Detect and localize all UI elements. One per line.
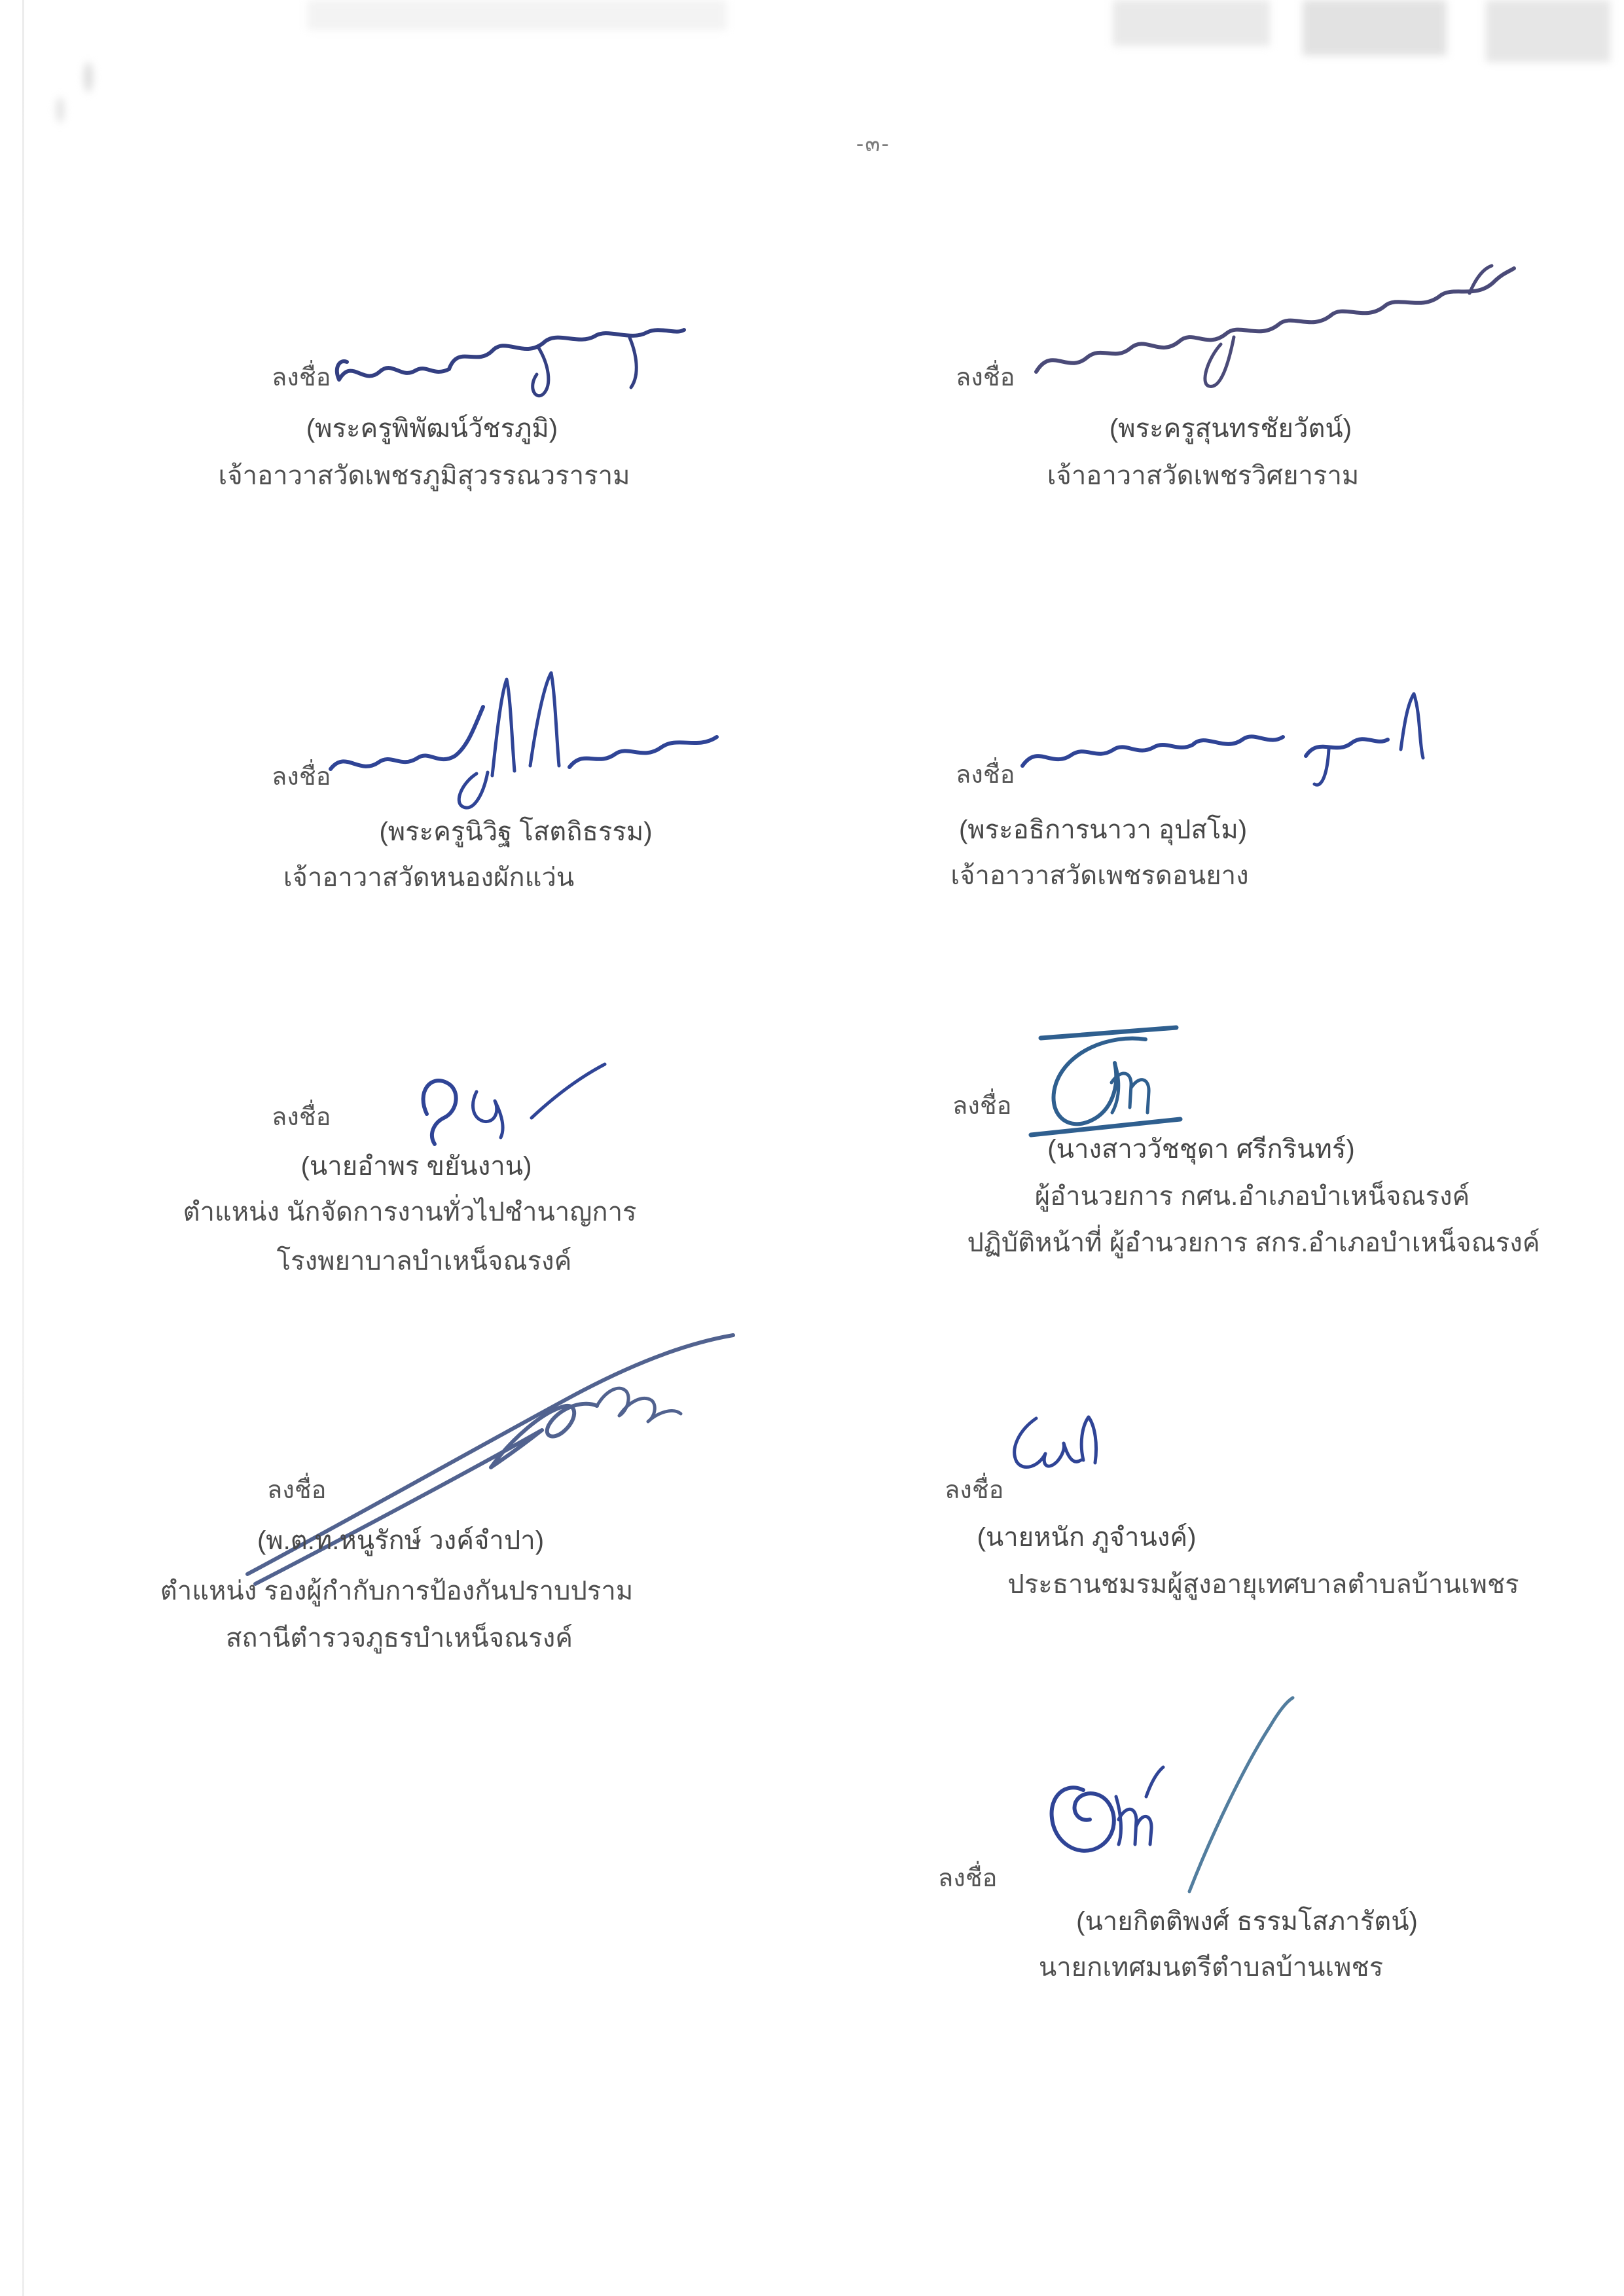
sign-label: ลงชื่อ — [952, 1092, 1012, 1120]
signatory-title: เจ้าอาวาสวัดหนองผักแว่น — [283, 863, 575, 892]
scan-smudge — [1113, 0, 1270, 46]
signatory-title: เจ้าอาวาสวัดเพชรวิศยาราม — [1047, 461, 1360, 490]
signatory-title: นายกเทศมนตรีตำบลบ้านเพชร — [1038, 1953, 1384, 1982]
sign-label: ลงชื่อ — [267, 1477, 327, 1504]
paper-edge-line — [22, 0, 24, 2296]
sign-label: ลงชื่อ — [272, 1103, 331, 1131]
signatory-name: (นายหนัก ภูจำนงค์) — [977, 1523, 1197, 1552]
sign-label: ลงชื่อ — [956, 364, 1015, 391]
signatory-position-line: ตำแหน่ง รองผู้กำกับการป้องกันปราบปราม — [160, 1577, 634, 1605]
signatory-name: (นายกิตติพงศ์ ธรรมโสภารัตน์) — [1076, 1907, 1418, 1936]
signatory-position-line: ผู้อำนวยการ กศน.อำเภอบำเหน็จณรงค์ — [1034, 1182, 1470, 1211]
page-number: -๓- — [856, 132, 890, 156]
scan-smudge — [308, 0, 727, 30]
signatory-name: (พระครูนิวิฐ โสตถิธรรม) — [379, 817, 653, 846]
scan-smudge — [1303, 0, 1447, 56]
signatory-position-line: ตำแหน่ง นักจัดการงานทั่วไปชำนาญการ — [183, 1198, 637, 1227]
scan-speck — [56, 97, 64, 123]
signature-4-image — [367, 1054, 635, 1155]
signature-0-image — [327, 306, 694, 411]
signature-1-image — [1018, 262, 1528, 399]
signature-3-image — [1008, 687, 1447, 808]
signatory-name: (นายอำพร ขยันงาน) — [300, 1152, 532, 1181]
signatory-name: (พระครูพิพัฒน์วัชรภูมิ) — [306, 414, 558, 443]
sign-label: ลงชื่อ — [945, 1477, 1004, 1504]
sign-label: ลงชื่อ — [956, 761, 1015, 789]
signature-8-image — [1018, 1695, 1299, 1895]
signature-7-image — [998, 1404, 1123, 1479]
sign-label: ลงชื่อ — [272, 364, 331, 391]
signatory-title: เจ้าอาวาสวัดเพชรภูมิสุวรรณวราราม — [218, 461, 630, 490]
sign-label: ลงชื่อ — [272, 763, 331, 791]
sign-label: ลงชื่อ — [938, 1865, 998, 1892]
signatory-name: (นางสาววัชชุดา ศรีกรินทร์) — [1047, 1135, 1355, 1164]
scan-smudge — [1486, 0, 1610, 62]
signatory-name: (พ.ต.ท.หนูรักษ์ วงค์จำปา) — [257, 1526, 545, 1555]
signatory-acting-line: ปฏิบัติหน้าที่ ผู้อำนวยการ สกร.อำเภอบำเหน็จณรงค์ — [967, 1229, 1540, 1257]
signatory-title: เจ้าอาวาสวัดเพชรดอนยาง — [950, 861, 1249, 890]
signatory-org-line: โรงพยาบาลบำเหน็จณรงค์ — [276, 1247, 572, 1276]
signatory-org-line: สถานีตำรวจภูธรบำเหน็จณรงค์ — [225, 1624, 573, 1653]
signatory-name: (พระอธิการนาวา อุปสโม) — [958, 816, 1248, 844]
signatory-name: (พระครูสุนทรชัยวัตน์) — [1109, 414, 1352, 443]
scan-speck — [84, 62, 93, 92]
signatory-title: ประธานชมรมผู้สูงอายุเทศบาลตำบลบ้านเพชร — [1007, 1570, 1519, 1599]
signature-5-image — [1005, 1020, 1195, 1144]
signature-2-image — [321, 668, 733, 821]
